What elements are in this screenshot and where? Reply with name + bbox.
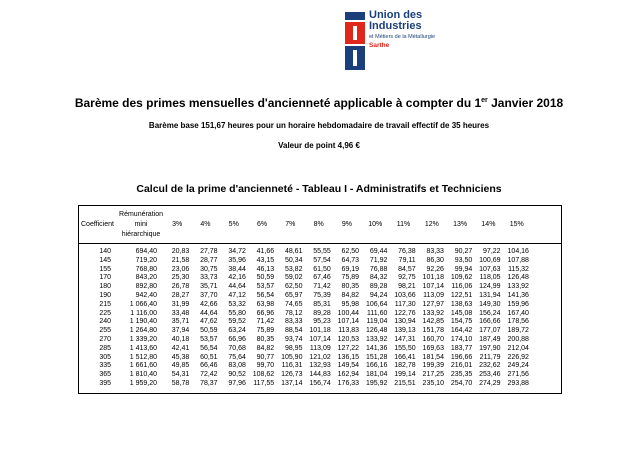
cell-prime: 235,10 (422, 379, 444, 387)
cell-prime: 181,04 (365, 371, 388, 379)
cell-remuneration: 768,80 (135, 265, 157, 273)
cell-prime: 181,54 (422, 353, 444, 361)
cell-prime: 47,12 (228, 291, 246, 299)
cell-prime: 92,26 (426, 265, 444, 273)
cell-prime: 80,35 (341, 283, 360, 291)
cell-prime: 46,13 (256, 265, 275, 273)
cell-prime: 59,52 (228, 318, 246, 326)
cell-prime: 232,62 (479, 362, 501, 370)
cell-prime: 75,64 (228, 353, 246, 361)
cell-prime: 166,41 (394, 353, 416, 361)
cell-prime: 50,59 (256, 274, 275, 282)
cell-prime: 120,53 (337, 335, 360, 343)
cell-remuneration: 719,20 (135, 256, 157, 264)
cell-prime: 72,42 (200, 371, 218, 379)
cell-prime: 166,16 (365, 362, 388, 370)
cell-prime: 107,14 (422, 283, 444, 291)
cell-remuneration: 1 512,80 (129, 353, 157, 361)
header-pct: 6% (256, 220, 268, 228)
cell-prime: 84,82 (341, 291, 360, 299)
header-pct: 15% (509, 220, 524, 228)
cell-prime: 195,92 (365, 379, 388, 387)
table-row (79, 327, 561, 336)
cell-prime: 142,85 (422, 318, 444, 326)
cell-prime: 35,71 (171, 318, 190, 326)
cell-prime: 196,66 (450, 353, 473, 361)
cell-prime: 113,09 (423, 291, 444, 299)
cell-prime: 66,96 (256, 309, 275, 317)
table-title: Calcul de la prime d'ancienneté - Tableau I - Administratifs et Techniciens (136, 183, 502, 195)
logo-emblem (345, 12, 365, 70)
cell-prime: 174,10 (450, 335, 473, 343)
cell-prime: 139,13 (394, 327, 416, 335)
cell-remuneration: 1 810,40 (129, 371, 157, 379)
table-row (79, 274, 561, 283)
cell-remuneration: 892,80 (135, 283, 157, 291)
cell-prime: 37,94 (171, 327, 190, 335)
cell-prime: 90,27 (454, 248, 473, 255)
cell-prime: 43,15 (256, 256, 275, 264)
cell-prime: 151,28 (365, 353, 388, 361)
cell-prime: 106,64 (365, 300, 388, 308)
cell-prime: 197,90 (479, 344, 501, 352)
cell-prime: 147,31 (394, 335, 416, 343)
cell-prime: 57,54 (313, 256, 331, 264)
header-pct: 9% (341, 220, 352, 228)
cell-prime: 69,44 (369, 248, 388, 255)
header-remuneration-l1: Rémunération (119, 210, 163, 218)
cell-prime: 38,44 (228, 265, 246, 273)
title-tail: Janvier 2018 (487, 96, 564, 110)
cell-prime: 30,75 (200, 265, 218, 273)
cell-prime: 59,02 (284, 274, 303, 282)
cell-prime: 100,69 (479, 256, 501, 264)
cell-prime: 74,65 (284, 300, 303, 308)
header-pct: 13% (453, 220, 468, 228)
table-row (79, 257, 561, 266)
cell-coefficient: 225 (99, 309, 111, 317)
cell-prime: 27,78 (200, 248, 218, 255)
cell-prime: 130,94 (394, 318, 416, 326)
cell-prime: 145,08 (450, 309, 473, 317)
cell-prime: 42,66 (200, 300, 218, 308)
cell-prime: 126,48 (507, 274, 529, 282)
cell-prime: 71,92 (369, 256, 388, 264)
cell-coefficient: 215 (99, 300, 111, 308)
cell-prime: 80,35 (256, 335, 275, 343)
cell-prime: 20,83 (171, 248, 190, 255)
header-remuneration-l2: mini (134, 220, 148, 228)
seniority-table (78, 205, 562, 394)
cell-prime: 86,30 (426, 256, 444, 264)
cell-coefficient: 155 (99, 265, 111, 273)
cell-prime: 235,35 (450, 371, 473, 379)
cell-prime: 105,90 (281, 353, 303, 361)
point-value: Valeur de point 4,96 € (278, 141, 360, 150)
cell-prime: 122,76 (394, 309, 416, 317)
cell-prime: 103,66 (394, 291, 416, 299)
cell-remuneration: 1 959,20 (129, 379, 157, 387)
cell-prime: 133,92 (365, 335, 388, 343)
cell-prime: 115,32 (508, 265, 529, 273)
cell-prime: 45,38 (171, 353, 190, 361)
cell-prime: 62,50 (284, 283, 303, 291)
cell-prime: 83,33 (284, 318, 303, 326)
table-row (79, 266, 561, 275)
cell-prime: 199,14 (394, 371, 416, 379)
logo-line-2: Industries (369, 20, 422, 32)
cell-prime: 98,95 (284, 344, 303, 352)
cell-prime: 144,83 (309, 371, 331, 379)
cell-prime: 113,83 (338, 327, 360, 335)
cell-prime: 28,27 (171, 291, 190, 299)
cell-prime: 26,78 (171, 283, 190, 291)
header-pct: 12% (424, 220, 439, 228)
cell-prime: 83,08 (228, 362, 246, 370)
cell-prime: 126,48 (365, 327, 388, 335)
cell-prime: 155,50 (394, 344, 416, 352)
page-title (0, 96, 638, 110)
cell-prime: 156,24 (479, 309, 501, 317)
cell-prime: 127,22 (337, 344, 360, 352)
cell-prime: 177,07 (479, 327, 501, 335)
cell-prime: 226,92 (507, 353, 529, 361)
cell-prime: 49,85 (171, 362, 190, 370)
cell-prime: 61,50 (313, 265, 331, 273)
cell-prime: 183,77 (450, 344, 473, 352)
cell-prime: 149,30 (479, 300, 501, 308)
cell-prime: 54,31 (171, 371, 190, 379)
cell-prime: 116,31 (281, 362, 303, 370)
cell-prime: 122,51 (450, 291, 473, 299)
cell-prime: 117,55 (253, 379, 275, 387)
cell-prime: 76,88 (369, 265, 388, 273)
cell-coefficient: 180 (99, 283, 111, 291)
cell-prime: 254,70 (450, 379, 473, 387)
cell-prime: 253,46 (479, 371, 501, 379)
cell-prime: 65,97 (284, 291, 303, 299)
header-pct: 11% (396, 220, 411, 228)
cell-prime: 67,46 (313, 274, 331, 282)
cell-prime: 107,88 (507, 256, 529, 264)
cell-prime: 53,32 (228, 300, 246, 308)
cell-prime: 76,38 (398, 248, 416, 255)
header-remuneration (119, 210, 163, 240)
cell-prime: 40,18 (171, 335, 190, 343)
cell-prime: 71,42 (256, 318, 275, 326)
cell-prime: 119,04 (366, 318, 388, 326)
cell-prime: 160,70 (422, 335, 444, 343)
cell-prime: 199,39 (422, 362, 444, 370)
cell-prime: 167,40 (507, 309, 529, 317)
cell-prime: 62,50 (341, 248, 360, 255)
table-row (79, 371, 561, 380)
table-row (79, 318, 561, 327)
cell-prime: 104,16 (507, 248, 529, 255)
cell-prime: 182,78 (394, 362, 416, 370)
cell-remuneration: 1 661,60 (129, 362, 157, 370)
cell-prime: 84,32 (369, 274, 388, 282)
cell-prime: 274,29 (479, 379, 501, 387)
cell-prime: 217,25 (422, 371, 444, 379)
cell-prime: 100,44 (337, 309, 360, 317)
cell-prime: 37,70 (200, 291, 218, 299)
cell-prime: 90,77 (256, 353, 275, 361)
cell-prime: 156,74 (309, 379, 331, 387)
cell-prime: 151,78 (422, 327, 444, 335)
cell-prime: 271,56 (507, 371, 529, 379)
cell-prime: 116,06 (451, 283, 473, 291)
cell-prime: 93,50 (454, 256, 473, 264)
cell-prime: 132,93 (309, 362, 331, 370)
cell-prime: 53,57 (256, 283, 275, 291)
table-row (79, 336, 561, 345)
cell-remuneration: 1 413,60 (129, 344, 157, 352)
cell-coefficient: 240 (99, 318, 111, 326)
cell-prime: 95,23 (313, 318, 331, 326)
cell-prime: 107,63 (479, 265, 501, 273)
cell-prime: 35,96 (228, 256, 246, 264)
cell-prime: 178,56 (507, 318, 529, 326)
page-subtitle: Barème base 151,67 heures pour un horaire hebdomadaire de travail effectif de 35 heures (148, 121, 490, 130)
table-row (79, 380, 561, 389)
cell-prime: 137,14 (281, 379, 303, 387)
table-row (79, 310, 561, 319)
header-pct: 14% (481, 220, 496, 228)
cell-prime: 83,33 (426, 248, 444, 255)
cell-prime: 84,57 (398, 265, 416, 273)
cell-prime: 124,99 (479, 283, 501, 291)
cell-prime: 136,15 (337, 353, 360, 361)
cell-prime: 56,54 (200, 344, 218, 352)
cell-prime: 21,58 (171, 256, 190, 264)
cell-prime: 58,78 (171, 379, 190, 387)
cell-coefficient: 305 (99, 353, 111, 361)
cell-prime: 118,05 (479, 274, 501, 282)
cell-prime: 78,12 (284, 309, 303, 317)
cell-prime: 176,33 (337, 379, 360, 387)
cell-prime: 149,54 (337, 362, 360, 370)
cell-prime: 69,19 (341, 265, 360, 273)
cell-prime: 64,73 (341, 256, 360, 264)
cell-prime: 47,62 (200, 318, 218, 326)
cell-prime: 89,28 (369, 283, 388, 291)
cell-coefficient: 170 (99, 274, 111, 282)
cell-coefficient: 395 (99, 379, 111, 387)
table-row (79, 362, 561, 371)
cell-prime: 154,75 (450, 318, 473, 326)
header-pct: 3% (172, 220, 183, 228)
cell-remuneration: 1 190,40 (129, 318, 157, 326)
title-main: Barème des primes mensuelles d'ancienneté applicable à compter du 1 (74, 96, 482, 110)
cell-prime: 55,80 (228, 309, 246, 317)
cell-prime: 78,37 (200, 379, 218, 387)
cell-prime: 99,70 (256, 362, 275, 370)
cell-prime: 63,24 (228, 327, 246, 335)
cell-prime: 109,62 (450, 274, 473, 282)
cell-coefficient: 335 (99, 362, 111, 370)
cell-prime: 44,64 (228, 283, 246, 291)
uimm-logo (335, 8, 475, 80)
cell-prime: 53,57 (200, 335, 218, 343)
cell-prime: 88,54 (284, 327, 303, 335)
cell-prime: 95,98 (341, 300, 360, 308)
table-row (79, 345, 561, 354)
table-body (79, 244, 561, 393)
cell-prime: 41,66 (256, 248, 275, 255)
cell-prime: 35,71 (200, 283, 218, 291)
header-pct: 8% (313, 220, 324, 228)
cell-prime: 53,82 (284, 265, 303, 273)
cell-prime: 23,06 (171, 265, 190, 273)
cell-prime: 92,75 (398, 274, 416, 282)
cell-prime: 215,51 (394, 379, 416, 387)
cell-prime: 31,99 (171, 300, 190, 308)
cell-prime: 138,63 (450, 300, 473, 308)
cell-prime: 90,52 (228, 371, 246, 379)
logo-region: Sarthe (369, 42, 390, 49)
cell-prime: 107,14 (337, 318, 360, 326)
cell-prime: 85,31 (313, 300, 331, 308)
cell-prime: 211,79 (479, 353, 501, 361)
cell-coefficient: 365 (99, 371, 111, 379)
cell-remuneration: 1 066,40 (129, 300, 157, 308)
logo-line-1: Union des (369, 9, 423, 21)
table-row (79, 301, 561, 310)
cell-prime: 33,48 (171, 309, 190, 317)
table-row (79, 283, 561, 292)
cell-prime: 111,60 (367, 309, 388, 317)
cell-prime: 133,92 (422, 309, 444, 317)
cell-prime: 42,16 (228, 274, 246, 282)
cell-prime: 108,62 (252, 371, 275, 379)
cell-coefficient: 255 (99, 327, 111, 335)
cell-remuneration: 694,40 (135, 248, 157, 255)
cell-prime: 98,21 (398, 283, 416, 291)
cell-prime: 75,89 (341, 274, 360, 282)
cell-prime: 212,04 (507, 344, 529, 352)
cell-prime: 63,98 (256, 300, 275, 308)
cell-prime: 60,51 (200, 353, 218, 361)
logo-line-3: et Métiers de la Métallurgie (369, 34, 436, 40)
cell-coefficient: 140 (99, 248, 111, 255)
cell-prime: 89,28 (313, 309, 331, 317)
cell-remuneration: 843,20 (135, 274, 157, 282)
cell-prime: 66,96 (228, 335, 246, 343)
cell-remuneration: 1 264,80 (129, 327, 157, 335)
cell-prime: 71,42 (313, 283, 331, 291)
header-coefficient: Coefficient (81, 220, 114, 228)
cell-prime: 44,64 (200, 309, 218, 317)
table-row (79, 248, 561, 257)
cell-prime: 166,66 (479, 318, 501, 326)
cell-remuneration: 1 116,00 (130, 309, 157, 317)
cell-prime: 127,97 (422, 300, 444, 308)
cell-prime: 75,39 (313, 291, 331, 299)
cell-prime: 28,77 (200, 256, 218, 264)
cell-prime: 187,49 (479, 335, 501, 343)
cell-coefficient: 285 (99, 344, 111, 352)
cell-prime: 75,89 (256, 327, 275, 335)
cell-prime: 99,94 (454, 265, 473, 273)
cell-coefficient: 270 (99, 335, 111, 343)
cell-prime: 293,88 (507, 379, 529, 387)
cell-remuneration: 942,40 (135, 291, 157, 299)
header-pct: 4% (200, 220, 211, 228)
header-pct: 5% (228, 220, 239, 228)
cell-prime: 126,73 (281, 371, 303, 379)
cell-prime: 164,42 (450, 327, 473, 335)
cell-prime: 141,36 (365, 344, 388, 352)
header-pct: 10% (368, 220, 383, 228)
cell-prime: 70,68 (228, 344, 246, 352)
cell-prime: 249,24 (507, 362, 529, 370)
cell-prime: 56,54 (256, 291, 275, 299)
cell-prime: 25,30 (171, 274, 190, 282)
cell-prime: 169,63 (422, 344, 444, 352)
cell-prime: 162,94 (337, 371, 360, 379)
header-pct: 7% (285, 220, 296, 228)
cell-prime: 48,61 (284, 248, 303, 255)
cell-prime: 93,74 (284, 335, 303, 343)
cell-prime: 121,02 (309, 353, 331, 361)
cell-prime: 94,24 (369, 291, 388, 299)
cell-prime: 141,36 (507, 291, 529, 299)
cell-prime: 79,11 (398, 256, 416, 264)
title-sup: er (481, 97, 488, 104)
cell-prime: 101,18 (422, 274, 444, 282)
table-header (79, 206, 561, 244)
header-remuneration-l3: hiérarchique (121, 230, 161, 238)
cell-prime: 50,59 (200, 327, 218, 335)
cell-prime: 97,22 (483, 248, 501, 255)
cell-remuneration: 1 339,20 (129, 335, 157, 343)
cell-coefficient: 190 (99, 291, 111, 299)
cell-prime: 66,46 (200, 362, 218, 370)
cell-prime: 216,01 (450, 362, 473, 370)
cell-prime: 189,72 (507, 327, 529, 335)
cell-prime: 159,96 (507, 300, 529, 308)
cell-coefficient: 145 (99, 256, 111, 264)
cell-prime: 113,09 (309, 344, 331, 352)
cell-prime: 131,94 (479, 291, 501, 299)
cell-prime: 55,55 (313, 248, 331, 255)
cell-prime: 34,72 (228, 248, 246, 255)
cell-prime: 42,41 (171, 344, 190, 352)
cell-prime: 133,92 (507, 283, 529, 291)
cell-prime: 97,96 (228, 379, 246, 387)
cell-prime: 117,30 (394, 300, 416, 308)
table-row (79, 292, 561, 301)
cell-prime: 50,34 (284, 256, 303, 264)
cell-prime: 101,18 (309, 327, 331, 335)
cell-prime: 107,14 (309, 335, 331, 343)
table-row (79, 354, 561, 363)
cell-prime: 200,88 (507, 335, 529, 343)
cell-prime: 84,82 (256, 344, 275, 352)
cell-prime: 33,73 (200, 274, 218, 282)
